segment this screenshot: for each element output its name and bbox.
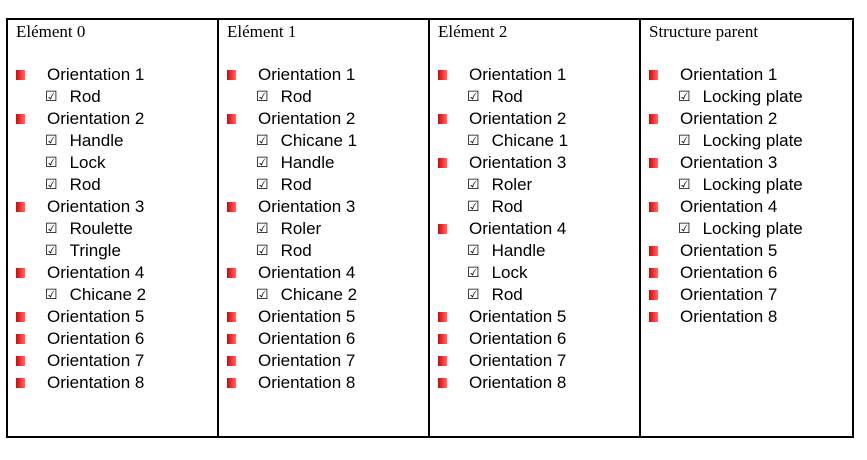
red-bullet-icon: [16, 356, 25, 366]
orientation-label: Orientation 4: [258, 263, 356, 282]
checkbox-checked-icon: ☑: [467, 133, 480, 149]
orientation-row: [227, 262, 355, 284]
item-label: Rod: [280, 175, 312, 194]
item-label: Rod: [491, 285, 523, 304]
orientation-label: Orientation 2: [680, 109, 778, 128]
item-label: Chicane 1: [491, 131, 569, 150]
item-label: Rod: [280, 87, 312, 106]
checkbox-checked-icon: ☑: [45, 221, 58, 237]
checked-item: [467, 130, 568, 152]
orientation-label: Orientation 3: [258, 197, 356, 216]
checkbox-checked-icon: ☑: [678, 177, 691, 193]
checkbox-checked-icon: ☑: [45, 133, 58, 149]
checkbox-checked-icon: ☑: [256, 89, 269, 105]
checked-item: [45, 240, 121, 262]
item-label: Rod: [69, 87, 101, 106]
checkbox-checked-icon: ☑: [45, 155, 58, 171]
orientation-label: Orientation 1: [680, 65, 778, 84]
orientation-row: [227, 372, 355, 394]
checkbox-checked-icon: ☑: [678, 221, 691, 237]
red-bullet-icon: [227, 378, 236, 388]
orientation-label: Orientation 2: [258, 109, 356, 128]
item-label: Roler: [280, 219, 322, 238]
checkbox-checked-icon: ☑: [467, 287, 480, 303]
orientation-label: Orientation 7: [258, 351, 356, 370]
orientation-label: Orientation 1: [47, 65, 145, 84]
checkbox-checked-icon: ☑: [678, 89, 691, 105]
orientation-row: [16, 350, 144, 372]
checked-item: [45, 284, 146, 306]
orientation-row: [438, 350, 566, 372]
orientation-label: Orientation 5: [680, 241, 778, 260]
checkbox-checked-icon: ☑: [45, 287, 58, 303]
red-bullet-icon: [438, 356, 447, 366]
checked-item: [256, 130, 357, 152]
checked-item: [256, 86, 312, 108]
orientation-label: Orientation 8: [258, 373, 356, 392]
orientation-row: [227, 196, 355, 218]
orientation-row: [16, 108, 144, 130]
orientation-row: [649, 108, 777, 130]
red-bullet-icon: [649, 246, 658, 256]
checked-item: [678, 174, 803, 196]
item-label: Handle: [280, 153, 335, 172]
column-element-0: [8, 20, 219, 436]
checkbox-checked-icon: ☑: [256, 243, 269, 259]
item-label: Lock: [69, 153, 106, 172]
orientation-table: [6, 18, 854, 438]
red-bullet-icon: [16, 70, 25, 80]
item-label: Chicane 1: [280, 131, 358, 150]
red-bullet-icon: [227, 202, 236, 212]
item-label: Lock: [491, 263, 528, 282]
red-bullet-icon: [649, 70, 658, 80]
checked-item: [45, 86, 101, 108]
checkbox-checked-icon: ☑: [467, 265, 480, 281]
orientation-row: [649, 64, 777, 86]
orientation-row: [649, 196, 777, 218]
orientation-label: Orientation 3: [469, 153, 567, 172]
checkbox-checked-icon: ☑: [467, 243, 480, 259]
checked-item: [256, 218, 321, 240]
red-bullet-icon: [16, 334, 25, 344]
checked-item: [45, 152, 105, 174]
orientation-label: Orientation 1: [258, 65, 356, 84]
orientation-row: [438, 218, 566, 240]
red-bullet-icon: [16, 202, 25, 212]
orientation-label: Orientation 8: [469, 373, 567, 392]
orientation-label: Orientation 7: [47, 351, 145, 370]
orientation-row: [649, 152, 777, 174]
red-bullet-icon: [438, 312, 447, 322]
orientation-row: [649, 262, 777, 284]
item-label: Handle: [69, 131, 124, 150]
checkbox-checked-icon: ☑: [467, 199, 480, 215]
item-label: Rod: [491, 197, 523, 216]
red-bullet-icon: [438, 224, 447, 234]
orientation-row: [438, 306, 566, 328]
red-bullet-icon: [16, 268, 25, 278]
orientation-row: [227, 108, 355, 130]
checked-item: [256, 174, 312, 196]
red-bullet-icon: [16, 312, 25, 322]
red-bullet-icon: [649, 158, 658, 168]
checkbox-checked-icon: ☑: [45, 177, 58, 193]
red-bullet-icon: [227, 114, 236, 124]
item-label: Rod: [491, 87, 523, 106]
orientation-label: Orientation 7: [680, 285, 778, 304]
checked-item: [467, 174, 532, 196]
orientation-row: [16, 372, 144, 394]
orientation-row: [16, 196, 144, 218]
checkbox-checked-icon: ☑: [467, 89, 480, 105]
orientation-label: Orientation 6: [680, 263, 778, 282]
column-title: Structure parent: [649, 22, 759, 41]
red-bullet-icon: [227, 312, 236, 322]
orientation-label: Orientation 4: [680, 197, 778, 216]
orientation-row: [438, 372, 566, 394]
checked-item: [256, 152, 334, 174]
orientation-label: Orientation 4: [469, 219, 567, 238]
red-bullet-icon: [649, 268, 658, 278]
red-bullet-icon: [649, 114, 658, 124]
red-bullet-icon: [649, 290, 658, 300]
checked-item: [45, 218, 133, 240]
item-label: Rod: [69, 175, 101, 194]
orientation-label: Orientation 2: [469, 109, 567, 128]
red-bullet-icon: [438, 70, 447, 80]
orientation-label: Orientation 2: [47, 109, 145, 128]
red-bullet-icon: [438, 334, 447, 344]
red-bullet-icon: [438, 158, 447, 168]
orientation-row: [227, 64, 355, 86]
orientation-row: [438, 108, 566, 130]
orientation-label: Orientation 7: [469, 351, 567, 370]
item-label: Locking plate: [702, 175, 803, 194]
red-bullet-icon: [649, 202, 658, 212]
red-bullet-icon: [227, 334, 236, 344]
checked-item: [467, 86, 523, 108]
orientation-row: [438, 152, 566, 174]
item-label: Chicane 2: [69, 285, 147, 304]
orientation-row: [16, 262, 144, 284]
orientation-row: [438, 64, 566, 86]
orientation-row: [649, 240, 777, 262]
orientation-row: [649, 306, 777, 328]
orientation-row: [227, 306, 355, 328]
orientation-label: Orientation 6: [258, 329, 356, 348]
checkbox-checked-icon: ☑: [256, 221, 269, 237]
checked-item: [467, 196, 523, 218]
checkbox-checked-icon: ☑: [256, 133, 269, 149]
orientation-row: [16, 64, 144, 86]
orientation-label: Orientation 6: [47, 329, 145, 348]
checkbox-checked-icon: ☑: [256, 155, 269, 171]
item-label: Tringle: [69, 241, 121, 260]
orientation-label: Orientation 3: [47, 197, 145, 216]
red-bullet-icon: [649, 312, 658, 322]
checked-item: [678, 130, 803, 152]
checked-item: [256, 284, 357, 306]
red-bullet-icon: [438, 114, 447, 124]
checked-item: [256, 240, 312, 262]
item-label: Rod: [280, 241, 312, 260]
item-label: Roler: [491, 175, 533, 194]
orientation-label: Orientation 3: [680, 153, 778, 172]
column-title: Elément 2: [438, 22, 508, 41]
checkbox-checked-icon: ☑: [678, 133, 691, 149]
red-bullet-icon: [438, 378, 447, 388]
checked-item: [467, 262, 527, 284]
item-label: Locking plate: [702, 219, 803, 238]
checkbox-checked-icon: ☑: [256, 287, 269, 303]
orientation-row: [227, 328, 355, 350]
item-label: Roulette: [69, 219, 133, 238]
checkbox-checked-icon: ☑: [45, 243, 58, 259]
orientation-row: [16, 306, 144, 328]
red-bullet-icon: [16, 378, 25, 388]
checked-item: [45, 130, 123, 152]
item-label: Handle: [491, 241, 546, 260]
column-title: Elément 0: [16, 22, 86, 41]
item-label: Locking plate: [702, 131, 803, 150]
red-bullet-icon: [16, 114, 25, 124]
orientation-label: Orientation 5: [258, 307, 356, 326]
column-structure-parent: [641, 20, 852, 436]
orientation-label: Orientation 1: [469, 65, 567, 84]
column-title: Elément 1: [227, 22, 297, 41]
orientation-row: [649, 284, 777, 306]
orientation-label: Orientation 4: [47, 263, 145, 282]
orientation-label: Orientation 5: [47, 307, 145, 326]
orientation-row: [438, 328, 566, 350]
checkbox-checked-icon: ☑: [467, 177, 480, 193]
checkbox-checked-icon: ☑: [45, 89, 58, 105]
red-bullet-icon: [227, 268, 236, 278]
checked-item: [45, 174, 101, 196]
orientation-label: Orientation 6: [469, 329, 567, 348]
checked-item: [467, 240, 545, 262]
orientation-row: [16, 328, 144, 350]
orientation-label: Orientation 8: [47, 373, 145, 392]
item-label: Locking plate: [702, 87, 803, 106]
red-bullet-icon: [227, 356, 236, 366]
orientation-label: Orientation 8: [680, 307, 778, 326]
checked-item: [678, 86, 803, 108]
checkbox-checked-icon: ☑: [256, 177, 269, 193]
orientation-label: Orientation 5: [469, 307, 567, 326]
item-label: Chicane 2: [280, 285, 358, 304]
column-element-1: [219, 20, 430, 436]
checked-item: [678, 218, 803, 240]
red-bullet-icon: [227, 70, 236, 80]
checked-item: [467, 284, 523, 306]
column-element-2: [430, 20, 641, 436]
orientation-row: [227, 350, 355, 372]
